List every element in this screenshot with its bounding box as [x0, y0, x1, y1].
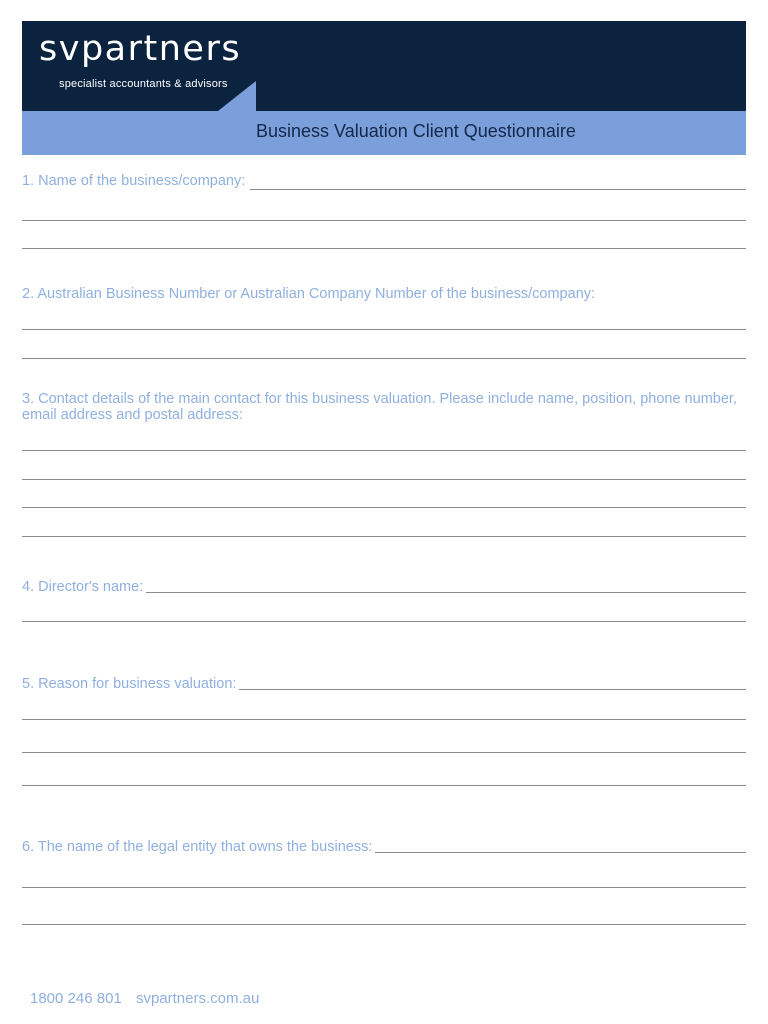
- answer-line[interactable]: [22, 507, 746, 508]
- answer-line[interactable]: [146, 592, 746, 593]
- answer-line[interactable]: [22, 719, 746, 720]
- answer-line[interactable]: [22, 785, 746, 786]
- answer-line[interactable]: [374, 852, 746, 853]
- answer-line[interactable]: [233, 689, 746, 690]
- answer-line[interactable]: [22, 536, 746, 537]
- question-5-label: 5. Reason for business valuation:: [22, 676, 239, 692]
- answer-line[interactable]: [22, 220, 746, 221]
- form-title: Business Valuation Client Questionnaire: [256, 121, 576, 141]
- brand-logo-text: svpartners: [39, 29, 242, 69]
- footer: [30, 990, 259, 1007]
- question-3-label: 3. Contact details of the main contact for this business valuation. Please include name, position, phone number, email address and postal address:: [22, 391, 746, 423]
- answer-line[interactable]: [22, 358, 746, 359]
- answer-line[interactable]: [22, 752, 746, 753]
- answer-line[interactable]: [22, 329, 746, 330]
- question-4-label: 4. Director's name:: [22, 579, 146, 595]
- footer-phone: 1800 246 801: [30, 990, 122, 1007]
- answer-line[interactable]: [22, 621, 746, 622]
- question-6-label: 6. The name of the legal entity that owns the business:: [22, 839, 375, 855]
- answer-line[interactable]: [22, 479, 746, 480]
- answer-line[interactable]: [22, 248, 746, 249]
- question-1-label: 1. Name of the business/company:: [22, 173, 248, 189]
- brand-tagline: specialist accountants & advisors: [59, 78, 228, 90]
- answer-line[interactable]: [22, 887, 746, 888]
- question-2-label: 2. Australian Business Number or Australian Company Number of the business/company:: [22, 286, 598, 302]
- answer-line[interactable]: [22, 924, 746, 925]
- answer-line[interactable]: [22, 450, 746, 451]
- answer-line[interactable]: [250, 189, 746, 190]
- footer-website[interactable]: svpartners.com.au: [135, 990, 260, 1007]
